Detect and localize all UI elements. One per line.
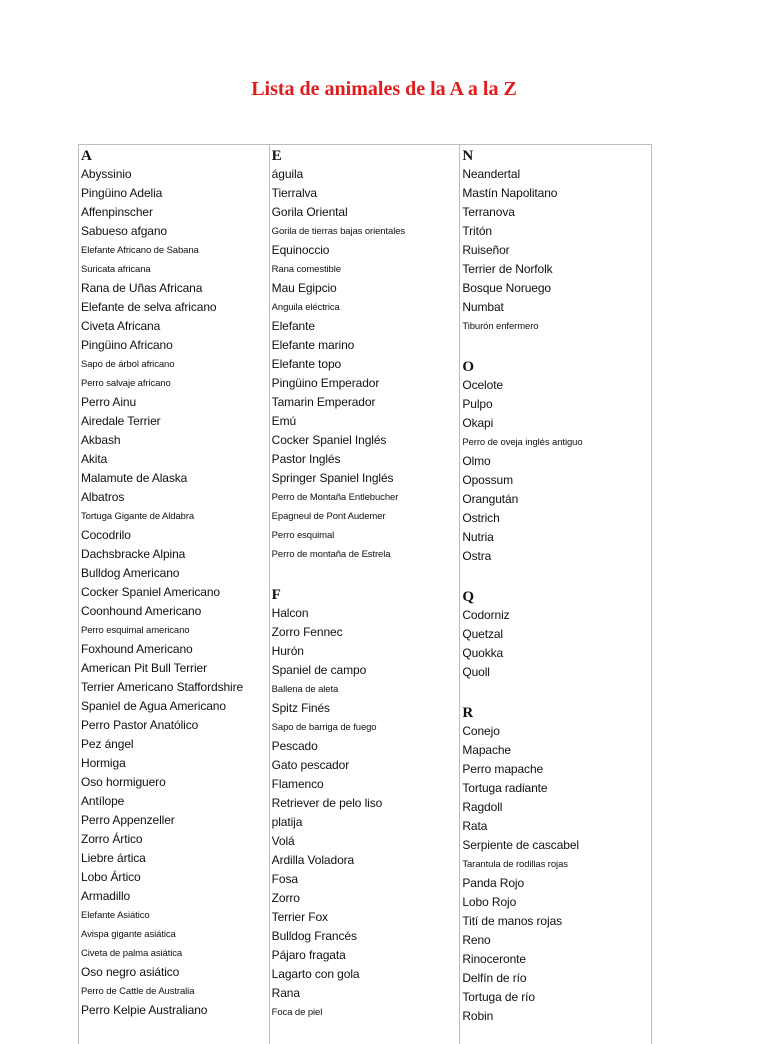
- section-spacer: [462, 566, 651, 586]
- animal-list-item: Fosa: [271, 872, 298, 886]
- animal-list-item: Lobo Ártico: [81, 870, 141, 884]
- animal-list-item: Rana de Uñas Africana: [81, 281, 203, 295]
- animal-list-item: Ostra: [462, 549, 492, 563]
- animal-list-item: Dachsbracke Alpina: [81, 547, 186, 561]
- animal-list-item: Sapo de barriga de fuego: [271, 722, 377, 733]
- animal-list-item: Perro de oveja inglés antiguo: [462, 437, 583, 448]
- animal-list-item: Civeta de palma asiática: [81, 948, 183, 959]
- animal-list-item: Volá: [271, 834, 295, 848]
- animal-list-item: Avispa gigante asiática: [81, 929, 176, 940]
- animal-list-item: Foca de piel: [271, 1007, 323, 1018]
- animal-list-item: Epagneul de Pont Audemer: [271, 511, 386, 522]
- section-letter-heading: E: [271, 148, 282, 164]
- animal-list-item: Sabueso afgano: [81, 224, 168, 238]
- animal-list-item: Hormiga: [81, 756, 126, 770]
- animal-list-item: Mau Egipcio: [271, 281, 337, 295]
- animal-list-item: Serpiente de cascabel: [462, 838, 579, 852]
- animal-list-item: Zorro: [271, 891, 300, 905]
- animal-list-item: Pingüino Emperador: [271, 376, 380, 390]
- animal-list-item: Akbash: [81, 433, 121, 447]
- animal-table: [78, 144, 652, 1044]
- animal-list-item: Perro salvaje africano: [81, 378, 171, 389]
- animal-list-item: Spitz Finés: [271, 701, 330, 715]
- column-2: [270, 145, 461, 1044]
- animal-list-item: Perro Pastor Anatólico: [81, 718, 199, 732]
- animal-list-item: Perro esquimal: [271, 530, 335, 541]
- animal-list-item: Perro de montaña de Estrela: [271, 549, 391, 560]
- page-title: Lista de animales de la A a la Z: [251, 78, 517, 100]
- section-spacer: [272, 564, 460, 584]
- animal-list-item: Terrier de Norfolk: [462, 262, 553, 276]
- animal-list-item: Hurón: [271, 644, 304, 658]
- animal-list-item: Tortuga radiante: [462, 781, 548, 795]
- section-letter-heading: Q: [462, 589, 475, 605]
- animal-list-item: Airedale Terrier: [81, 414, 161, 428]
- animal-list-item: Ragdoll: [462, 800, 503, 814]
- animal-list-item: American Pit Bull Terrier: [81, 661, 207, 675]
- animal-list-item: Abyssinio: [81, 167, 132, 181]
- animal-list-item: Ocelote: [462, 378, 503, 392]
- animal-list-item: Tierralva: [271, 186, 318, 200]
- animal-list-item: Cocker Spaniel Inglés: [271, 433, 387, 447]
- animal-list-item: Pulpo: [462, 397, 493, 411]
- animal-list-item: Perro Appenzeller: [81, 813, 175, 827]
- section-letter-heading: N: [462, 148, 474, 164]
- animal-list-item: Cocodrilo: [81, 528, 131, 542]
- section-spacer: [462, 682, 651, 702]
- animal-list-item: Reno: [462, 933, 491, 947]
- animal-list-item: Liebre ártica: [81, 851, 146, 865]
- animal-list-item: Anguila eléctrica: [271, 302, 340, 313]
- animal-list-item: Pescado: [271, 739, 318, 753]
- animal-list-item: Rinoceronte: [462, 952, 526, 966]
- animal-list-item: Olmo: [462, 454, 491, 468]
- animal-list-item: Cocker Spaniel Americano: [81, 585, 221, 599]
- animal-list-item: Lobo Rojo: [462, 895, 517, 909]
- animal-list-item: Pastor Inglés: [271, 452, 341, 466]
- animal-list-item: Equinoccio: [271, 243, 330, 257]
- animal-list-item: Flamenco: [271, 777, 324, 791]
- column-3: [460, 145, 651, 1044]
- animal-list-item: Mastín Napolitano: [462, 186, 558, 200]
- animal-list-item: Tarantula de rodillas rojas: [462, 859, 568, 870]
- animal-list-item: Antílope: [81, 794, 125, 808]
- animal-list-item: Zorro Ártico: [81, 832, 143, 846]
- animal-list-item: Terrier Americano Staffordshire: [81, 680, 244, 694]
- animal-list-item: Elefante: [271, 319, 315, 333]
- animal-list-item: Pájaro fragata: [271, 948, 346, 962]
- animal-list-item: Pez ángel: [81, 737, 134, 751]
- section-letter-heading: O: [462, 359, 475, 375]
- animal-list-item: Tamarin Emperador: [271, 395, 376, 409]
- animal-list-item: Orangután: [462, 492, 519, 506]
- animal-list-item: Elefante Africano de Sabana: [81, 245, 199, 256]
- animal-list-item: Tritón: [462, 224, 492, 238]
- animal-list-item: Panda Rojo: [462, 876, 525, 890]
- animal-list-item: Nutria: [462, 530, 494, 544]
- animal-list-item: Civeta Africana: [81, 319, 161, 333]
- animal-list-item: Retriever de pelo liso: [271, 796, 383, 810]
- animal-list-item: Neandertal: [462, 167, 521, 181]
- animal-list-item: Foxhound Americano: [81, 642, 193, 656]
- animal-list-item: Zorro Fennec: [271, 625, 343, 639]
- animal-list-item: Affenpinscher: [81, 205, 153, 219]
- animal-list-item: Opossum: [462, 473, 513, 487]
- animal-list-item: Perro esquimal americano: [81, 625, 190, 636]
- animal-list-item: Albatros: [81, 490, 125, 504]
- animal-list-item: Ardilla Voladora: [271, 853, 355, 867]
- animal-list-item: Elefante de selva africano: [81, 300, 217, 314]
- animal-list-item: Coonhound Americano: [81, 604, 202, 618]
- animal-list-item: Perro mapache: [462, 762, 544, 776]
- animal-list-item: Bulldog Americano: [81, 566, 180, 580]
- animal-list-item: Codorniz: [462, 608, 510, 622]
- animal-list-item: Mapache: [462, 743, 512, 757]
- animal-list-item: Perro de Cattle de Australia: [81, 986, 195, 997]
- animal-list-item: Akita: [81, 452, 108, 466]
- animal-list-item: Elefante marino: [271, 338, 355, 352]
- animal-list-item: Conejo: [462, 724, 500, 738]
- animal-list-item: Elefante Asiático: [81, 910, 150, 921]
- animal-list-item: platija: [271, 815, 303, 829]
- animal-list-item: Oso negro asiático: [81, 965, 180, 979]
- animal-list-item: Suricata africana: [81, 264, 151, 275]
- animal-list-item: Halcon: [271, 606, 309, 620]
- animal-list-item: Gorila Oriental: [271, 205, 348, 219]
- animal-list-item: Perro Kelpie Australiano: [81, 1003, 208, 1017]
- animal-list-item: Quetzal: [462, 627, 503, 641]
- animal-list-item: Malamute de Alaska: [81, 471, 188, 485]
- animal-list-item: águila: [271, 167, 304, 181]
- animal-list-item: Tortuga de río: [462, 990, 535, 1004]
- animal-list-item: Perro Ainu: [81, 395, 137, 409]
- animal-list-item: Perro de Montaña Entlebucher: [271, 492, 399, 503]
- animal-list-item: Sapo de árbol africano: [81, 359, 175, 370]
- animal-list-item: Numbat: [462, 300, 504, 314]
- animal-list-item: Bosque Noruego: [462, 281, 552, 295]
- animal-list-item: Bulldog Francés: [271, 929, 357, 943]
- animal-list-item: Pingüino Africano: [81, 338, 173, 352]
- section-spacer: [462, 336, 651, 356]
- animal-list-item: Spaniel de campo: [271, 663, 367, 677]
- animal-list-item: Quokka: [462, 646, 504, 660]
- animal-list-item: Armadillo: [81, 889, 131, 903]
- animal-list-item: Lagarto con gola: [271, 967, 360, 981]
- animal-list-item: Terrier Fox: [271, 910, 328, 924]
- column-1: [79, 145, 270, 1044]
- animal-list-item: Tití de manos rojas: [462, 914, 563, 928]
- animal-list-item: Tiburón enfermero: [462, 321, 539, 332]
- animal-list-item: Elefante topo: [271, 357, 342, 371]
- animal-list-item: Oso hormiguero: [81, 775, 166, 789]
- animal-list-item: Delfín de río: [462, 971, 527, 985]
- animal-list-item: Rata: [462, 819, 488, 833]
- animal-list-item: Robin: [462, 1009, 494, 1023]
- animal-list-item: Ruiseñor: [462, 243, 510, 257]
- animal-list-item: Spaniel de Agua Americano: [81, 699, 226, 713]
- animal-list-item: Springer Spaniel Inglés: [271, 471, 394, 485]
- animal-list-item: Tortuga Gigante de Aldabra: [81, 511, 195, 522]
- section-letter-heading: F: [271, 587, 281, 603]
- animal-list-item: Emú: [271, 414, 297, 428]
- animal-list-item: Rana: [271, 986, 300, 1000]
- animal-list-item: Ostrich: [462, 511, 500, 525]
- animal-list-item: Ballena de aleta: [271, 684, 339, 695]
- animal-list-item: Quoll: [462, 665, 490, 679]
- animal-list-item: Pingüino Adelia: [81, 186, 163, 200]
- animal-list-item: Terranova: [462, 205, 515, 219]
- animal-list-item: Rana comestible: [271, 264, 341, 275]
- animal-list-item: Gorila de tierras bajas orientales: [271, 226, 406, 237]
- section-letter-heading: R: [462, 705, 474, 721]
- section-letter-heading: A: [81, 148, 92, 164]
- animal-list-item: Okapi: [462, 416, 494, 430]
- animal-list-item: Gato pescador: [271, 758, 350, 772]
